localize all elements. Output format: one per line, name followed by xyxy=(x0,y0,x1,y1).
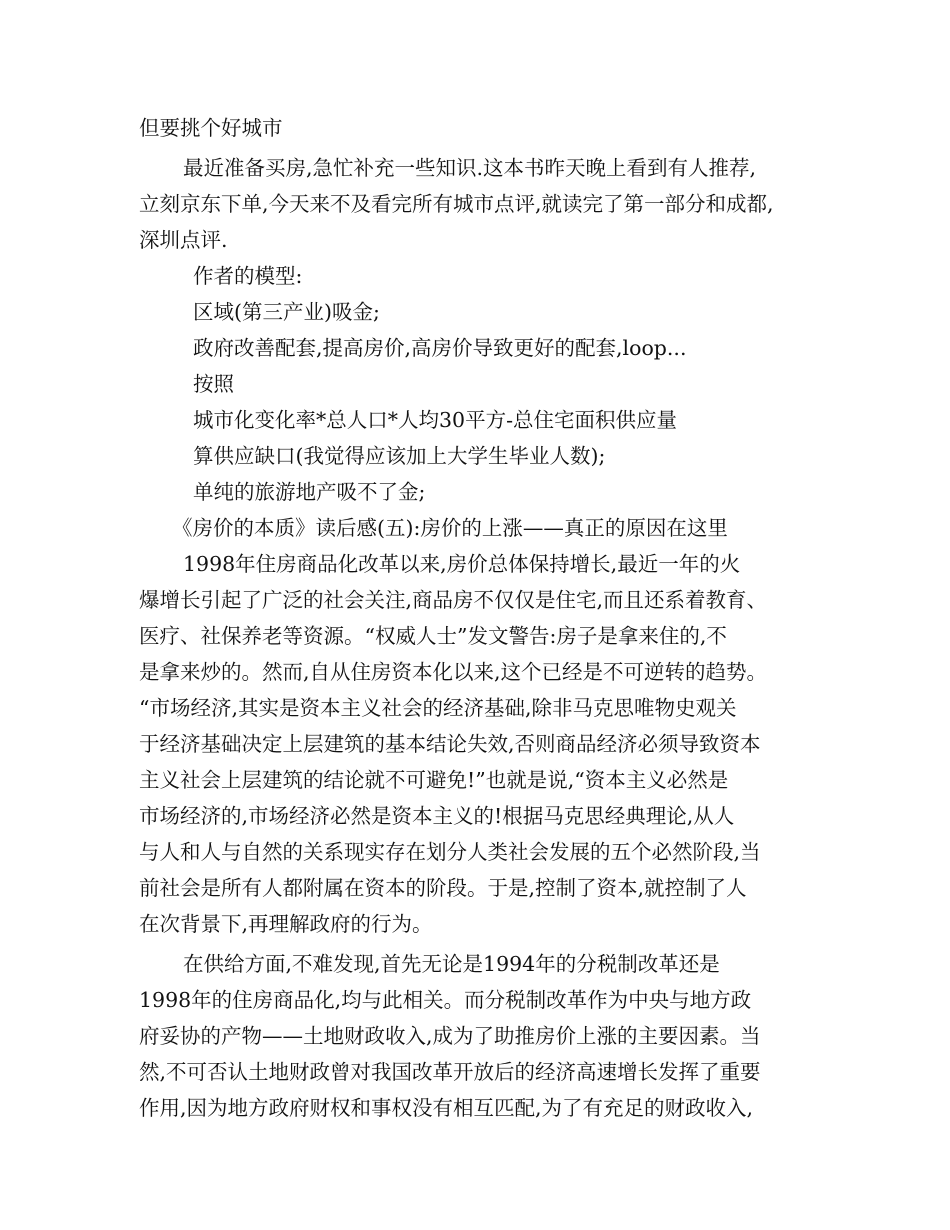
document-line: 单纯的旅游地产吸不了金; xyxy=(193,480,426,504)
document-line: 深圳点评. xyxy=(139,228,228,252)
document-line: 1998年的住房商品化,均与此相关。而分税制改革作为中央与地方政 xyxy=(139,988,752,1012)
document-line: 政府改善配套,提高房价,高房价导致更好的配套,loop... xyxy=(193,336,687,360)
document-line: 但要挑个好城市 xyxy=(139,116,283,140)
document-line: 1998年住房商品化改革以来,房价总体保持增长,最近一年的火 xyxy=(183,552,741,576)
document-line: 作用,因为地方政府财权和事权没有相互匹配,为了有充足的财政收入, xyxy=(139,1096,754,1120)
document-line: 算供应缺口(我觉得应该加上大学生毕业人数); xyxy=(193,444,606,468)
document-line: 于经济基础决定上层建筑的基本结论失效,否则商品经济必须导致资本 xyxy=(139,732,761,756)
document-line: 按照 xyxy=(193,372,234,396)
document-line: 城市化变化率*总人口*人均30平方-总住宅面积供应量 xyxy=(193,408,678,432)
document-line: 前社会是所有人都附属在资本的阶段。于是,控制了资本,就控制了人 xyxy=(139,876,747,900)
document-line: 与人和人与自然的关系现实存在划分人类社会发展的五个必然阶段,当 xyxy=(139,840,761,864)
document-line: 爆增长引起了广泛的社会关注,商品房不仅仅是住宅,而且还系着教育、 xyxy=(139,588,768,612)
document-line: 在次背景下,再理解政府的行为。 xyxy=(139,912,433,936)
document-line: 在供给方面,不难发现,首先无论是1994年的分税制改革还是 xyxy=(183,952,720,976)
document-line: 府妥协的产物——土地财政收入,成为了助推房价上涨的主要因素。当 xyxy=(139,1024,761,1048)
document-line: 立刻京东下单,今天来不及看完所有城市点评,就读完了第一部分和成都, xyxy=(139,192,774,216)
document-line: 区域(第三产业)吸金; xyxy=(193,300,380,324)
document-line: 最近准备买房,急忙补充一些知识.这本书昨天晚上看到有人推荐, xyxy=(183,156,757,180)
document-heading: 《房价的本质》读后感(五):房价的上涨——真正的原因在这里 xyxy=(172,516,728,540)
document-line: “市场经济,其实是资本主义社会的经济基础,除非马克思唯物史观关 xyxy=(139,696,737,720)
document-line: 市场经济的,市场经济必然是资本主义的!根据马克思经典理论,从人 xyxy=(139,804,735,828)
document-line: 医疗、社保养老等资源。“权威人士”发文警告:房子是拿来住的,不 xyxy=(139,624,727,648)
document-line: 作者的模型: xyxy=(193,264,303,288)
document-line: 主义社会上层建筑的结论就不可避免!”也就是说,“资本主义必然是 xyxy=(139,768,729,792)
document-line: 是拿来炒的。然而,自从住房资本化以来,这个已经是不可逆转的趋势。 xyxy=(139,660,768,684)
document-line: 然,不可否认土地财政曾对我国改革开放后的经济高速增长发挥了重要 xyxy=(139,1060,761,1084)
